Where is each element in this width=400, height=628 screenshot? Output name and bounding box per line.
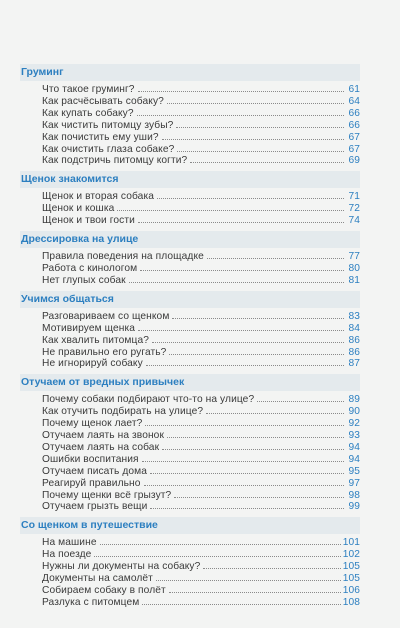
page-number: 80 <box>348 262 360 274</box>
entry-title: Как купать собаку? <box>42 107 134 119</box>
dot-leader <box>156 579 341 581</box>
section-entries <box>20 191 360 227</box>
toc-entry[interactable] <box>42 191 360 203</box>
page-number: 86 <box>348 334 360 346</box>
section-entries <box>20 394 360 513</box>
entry-title: Как очистить глаза собаке? <box>42 143 175 155</box>
entry-title: Реагируй правильно <box>42 477 141 489</box>
toc-entry[interactable] <box>42 132 360 144</box>
toc-entry[interactable] <box>42 406 360 418</box>
entry-title: Отучаем грызть вещи <box>42 501 148 513</box>
section-header: Груминг <box>20 64 360 81</box>
page-number: 77 <box>348 251 360 263</box>
dot-leader <box>176 126 344 128</box>
page-number: 99 <box>348 501 360 513</box>
toc-entry[interactable] <box>42 478 360 490</box>
page-number: 83 <box>348 310 360 322</box>
section-entries <box>20 311 360 371</box>
toc-entry[interactable] <box>42 215 360 227</box>
dot-leader <box>138 221 344 223</box>
dot-leader <box>174 496 344 498</box>
toc-entry[interactable] <box>42 573 360 585</box>
entry-title: Как отучить подбирать на улице? <box>42 406 204 418</box>
entry-title: Как хвалить питомца? <box>42 334 149 346</box>
dot-leader <box>169 353 344 355</box>
entry-title: Ошибки воспитания <box>42 453 139 465</box>
dot-leader <box>190 161 344 163</box>
page-number: 94 <box>348 453 360 465</box>
page-number: 108 <box>342 596 360 608</box>
dot-leader <box>94 555 340 557</box>
toc-entry[interactable] <box>42 561 360 573</box>
page-number: 97 <box>348 477 360 489</box>
toc-section <box>20 517 360 608</box>
dot-leader <box>162 448 344 450</box>
dot-leader <box>140 269 344 271</box>
page-number: 87 <box>348 358 360 370</box>
page-number: 69 <box>348 155 360 167</box>
toc-section <box>20 291 360 371</box>
toc-entry[interactable] <box>42 335 360 347</box>
toc-entry[interactable] <box>42 323 360 335</box>
dot-leader <box>117 209 344 211</box>
page-number: 67 <box>348 143 360 155</box>
page-number: 71 <box>348 191 360 203</box>
dot-leader <box>145 424 344 426</box>
toc-entry[interactable] <box>42 275 360 287</box>
dot-leader <box>203 567 340 569</box>
page-number: 61 <box>348 84 360 95</box>
entry-title: Почему щенки всё грызут? <box>42 489 172 501</box>
toc-entry[interactable] <box>42 418 360 430</box>
entry-title: Не игнорируй собаку <box>42 358 143 370</box>
entry-title: Щенок и твои гости <box>42 215 135 227</box>
toc-entry[interactable] <box>42 585 360 597</box>
dot-leader <box>167 102 344 104</box>
entry-title: Собираем собаку в полёт <box>42 585 166 596</box>
toc-entry[interactable] <box>42 96 360 108</box>
page-number: 72 <box>348 203 360 215</box>
page-number: 84 <box>348 322 360 334</box>
dot-leader <box>129 281 344 283</box>
page-number: 95 <box>348 465 360 477</box>
entry-title: Нет глупых собак <box>42 274 126 286</box>
dot-leader <box>177 150 344 152</box>
entry-title: Разговариваем со щенком <box>42 310 170 322</box>
entry-title: Как чистить питомцу зубы? <box>42 119 174 131</box>
dot-leader <box>167 436 344 438</box>
toc-entry[interactable] <box>42 537 360 549</box>
entry-title: Как почистить ему уши? <box>42 131 159 143</box>
toc-entry[interactable] <box>42 549 360 561</box>
section-entries <box>20 84 360 167</box>
page-number: 74 <box>348 215 360 227</box>
section-header: Отучаем от вредных привычек <box>20 374 360 391</box>
entry-title: Не правильно его ругать? <box>42 346 167 358</box>
page-number: 102 <box>342 549 360 561</box>
entry-title: Отучаем лаять на собак <box>42 441 160 453</box>
toc-entry[interactable] <box>42 108 360 120</box>
section-header: Дрессировка на улице <box>20 231 360 248</box>
page-number: 92 <box>348 418 360 430</box>
page-number: 98 <box>348 489 360 501</box>
entry-title: Как расчёсывать собаку? <box>42 95 164 107</box>
toc-entry[interactable] <box>42 120 360 132</box>
page-number: 101 <box>342 537 360 549</box>
entry-title: Документы на самолёт <box>42 573 153 585</box>
dot-leader <box>142 603 340 605</box>
dot-leader <box>142 460 344 462</box>
entry-title: Работа с кинологом <box>42 262 138 274</box>
dot-leader <box>257 400 344 402</box>
toc-entry[interactable] <box>42 251 360 263</box>
table-of-contents <box>20 64 360 613</box>
dot-leader <box>146 364 344 366</box>
section-header: Щенок знакомится <box>20 171 360 188</box>
entry-title: Что такое груминг? <box>42 84 135 95</box>
entry-title: Мотивируем щенка <box>42 322 136 334</box>
dot-leader <box>162 138 344 140</box>
page-number: 66 <box>348 107 360 119</box>
entry-title: Щенок и кошка <box>42 203 115 215</box>
entry-title: На машине <box>42 537 97 549</box>
toc-entry[interactable] <box>42 490 360 502</box>
page-number: 94 <box>348 441 360 453</box>
entry-title: Отучаем писать дома <box>42 465 147 477</box>
page-number: 90 <box>348 406 360 418</box>
page-number: 86 <box>348 346 360 358</box>
section-entries <box>20 537 360 608</box>
page-number: 64 <box>348 95 360 107</box>
page-number: 106 <box>342 585 360 596</box>
dot-leader <box>172 317 344 319</box>
dot-leader <box>138 329 344 331</box>
entry-title: Разлука с питомцем <box>42 596 140 608</box>
dot-leader <box>137 114 344 116</box>
entry-title: Почему щенок лает? <box>42 418 143 430</box>
entry-title: На поезде <box>42 549 92 561</box>
entry-title: Отучаем лаять на звонок <box>42 430 165 442</box>
entry-title: Почему собаки подбирают что-то на улице? <box>42 394 255 406</box>
dot-leader <box>207 257 344 259</box>
toc-entry[interactable] <box>42 597 360 609</box>
dot-leader <box>152 341 344 343</box>
section-header: Со щенком в путешествие <box>20 517 360 534</box>
dot-leader <box>157 197 344 199</box>
page-number: 67 <box>348 131 360 143</box>
toc-entry[interactable] <box>42 203 360 215</box>
page-number: 66 <box>348 119 360 131</box>
toc-section <box>20 374 360 513</box>
dot-leader <box>169 591 341 593</box>
page-number: 93 <box>348 430 360 442</box>
toc-entry[interactable] <box>42 454 360 466</box>
toc-section <box>20 64 360 167</box>
page-number: 105 <box>342 561 360 573</box>
dot-leader <box>138 90 344 92</box>
dot-leader <box>100 543 341 545</box>
section-entries <box>20 251 360 287</box>
toc-entry[interactable] <box>42 430 360 442</box>
toc-section <box>20 231 360 287</box>
toc-entry[interactable] <box>42 347 360 359</box>
toc-entry[interactable] <box>42 394 360 406</box>
dot-leader <box>144 484 344 486</box>
toc-entry[interactable] <box>42 84 360 96</box>
page-number: 81 <box>348 274 360 286</box>
entry-title: Нужны ли документы на собаку? <box>42 561 201 573</box>
dot-leader <box>150 472 344 474</box>
toc-entry[interactable] <box>42 501 360 513</box>
toc-entry[interactable] <box>42 144 360 156</box>
toc-entry[interactable] <box>42 442 360 454</box>
entry-title: Щенок и вторая собака <box>42 191 154 203</box>
toc-entry[interactable] <box>42 466 360 478</box>
entry-title: Как подстричь питомцу когти? <box>42 155 188 167</box>
dot-leader <box>150 507 344 509</box>
section-header: Учимся общаться <box>20 291 360 308</box>
toc-entry[interactable] <box>42 358 360 370</box>
page-number: 105 <box>342 573 360 585</box>
toc-entry[interactable] <box>42 263 360 275</box>
toc-section <box>20 171 360 227</box>
page-number: 89 <box>348 394 360 406</box>
entry-title: Правила поведения на площадке <box>42 251 204 263</box>
toc-entry[interactable] <box>42 311 360 323</box>
toc-entry[interactable] <box>42 155 360 167</box>
dot-leader <box>206 412 344 414</box>
